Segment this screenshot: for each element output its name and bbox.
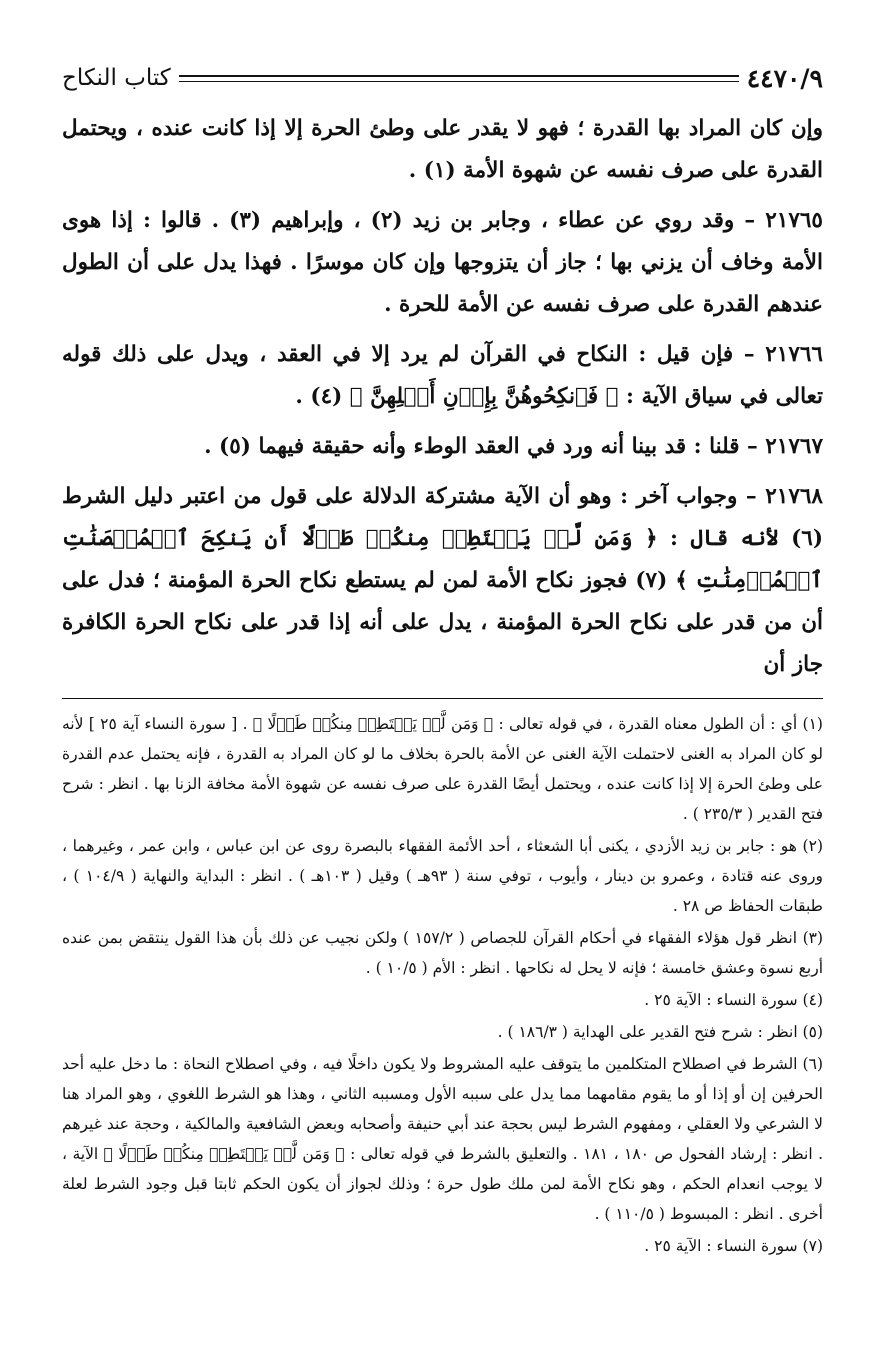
- paragraph: [62, 200, 823, 326]
- paragraph: [62, 476, 823, 686]
- page-number: ٤٤٧٠/٩: [746, 63, 823, 93]
- paragraph: [62, 426, 823, 468]
- footnotes: [62, 698, 823, 1261]
- paragraph-number: ٢١٧٦٦: [765, 342, 823, 367]
- footnote: (٢) هو : جابر بن زيد الأزدي ، يكنى أبا الشعثاء ، أحد الأئمة الفقهاء بالبصرة روى عن ابن عباس ، وابن عمر ، وغيرهما ، وروى عنه قتادة ، وعمرو بن دينار ، وأيوب ، توفي سنة ( ٩٣هـ ) وقيل ( ١٠٣هـ ) . انظر : البداية والنهاية ( ١٠٤/٩ ) ، طبقات الحفاظ ص ٢٨ .: [62, 837, 824, 915]
- footnote: (٤) سورة النساء : الآية ٢٥ .: [644, 991, 823, 1009]
- paragraph-text: – وجواب آخر : وهو أن الآية مشتركة الدلالة على قول من اعتبر دليل الشرط (٦) لأنه قال : ﴿ وَمَن لَّمۡ يَسۡتَطِعۡ مِنكُمۡ طَوۡلًا أَن يَنكِحَ ٱلۡمُحۡصَنَٰتِ ٱلۡمُؤۡمِنَٰتِ ﴾ (٧) فجوز نكاح الأمة لمن لم يستطع نكاح الحرة المؤمنة ؛ فدل على أن من قدر على نكاح الحرة المؤمنة ، يدل على أنه إذا قدر على نكاح الحرة الكافرة جاز أن: [62, 484, 824, 677]
- paragraph: [62, 334, 823, 418]
- footnote: (٥) انظر : شرح فتح القدير على الهداية ( ١٨٦/٣ ) .: [497, 1023, 823, 1041]
- header-rule: [179, 75, 739, 82]
- paragraph-text: – فإن قيل : النكاح في القرآن لم يرد إلا في العقد ، ويدل على ذلك قوله تعالى في سياق الآية : ﴿ فَٱنكِحُوهُنَّ بِإِذۡنِ أَهۡلِهِنَّ ﴾ (٤) .: [62, 342, 823, 409]
- paragraph-text: وإن كان المراد بها القدرة ؛ فهو لا يقدر على وطئ الحرة إلا إذا كانت عنده ، ويحتمل القدرة على صرف نفسه عن شهوة الأمة (١) .: [62, 116, 823, 183]
- paragraph-number: ٢١٧٦٨: [765, 484, 823, 509]
- page-header: [62, 58, 823, 98]
- footnote: (٧) سورة النساء : الآية ٢٥ .: [644, 1237, 823, 1255]
- paragraph-number: ٢١٧٦٥: [765, 208, 823, 233]
- footnote: (٣) انظر قول هؤلاء الفقهاء في أحكام القرآن للجصاص ( ١٥٧/٢ ) ولكن نجيب عن ذلك بأن هذا القول ينتقض بمن عنده أربع نسوة وعشق خامسة ؛ فإنه لا يحل له نكاحها . انظر : الأم ( ١٠/٥ ) .: [62, 929, 824, 977]
- main-text: [62, 108, 823, 686]
- footnote: (٦) الشرط في اصطلاح المتكلمين ما يتوقف عليه المشروط ولا يكون داخلًا فيه ، وفي اصطلاح النحاة : ما دخل عليه أحد الحرفين إن أو إذا أو ما يقوم مقامهما مما يدل على سببه الأول ومسببه الثاني ، وهذا هو الشرط اللغوي ، وهو المراد هنا لا الشرعي ولا العقلي ، ومفهوم الشرط ليس بحجة عند أبي حنيفة وأصحابه وبعض الشافعية والمالكية ، وحجة عند غيرهم . انظر : إرشاد الفحول ص ١٨٠ ، ١٨١ . والتعليق بالشرط في قوله تعالى : ﴿ وَمَن لَّمۡ يَسۡتَطِعۡ مِنكُمۡ طَوۡلًا ﴾ الآية ، لا يوجب انعدام الحكم ، وهو نكاح الأمة لمن ملك طول حرة ؛ وذلك لجواز أن يكون الحكم ثابتا قبل وجود الشرط لعلة أخرى . انظر : المبسوط ( ١١٠/٥ ) .: [62, 1055, 823, 1223]
- footnote: (١) أي : أن الطول معناه القدرة ، في قوله تعالى : ﴿ وَمَن لَّمۡ يَسۡتَطِعۡ مِنكُمۡ طَوۡلًا ﴾ . [ سورة النساء آية ٢٥ ] لأنه لو كان المراد به الغنى لاحتملت الآية الغنى عن الأمة بالحرة بخلاف ما لو كان المراد به القدرة ، فإنه يحتمل عدم القدرة على وطئ الحرة إلا إذا كانت عنده ، ويحتمل أيضًا القدرة على صرف نفسه عن شهوة الأمة مخافة الزنا بها . انظر : شرح فتح القدير ( ٢٣٥/٣ ) .: [62, 715, 823, 823]
- paragraph-text: – قلنا : قد بينا أنه ورد في العقد الوطء وأنه حقيقة فيهما (٥) .: [204, 434, 758, 459]
- book-title: كتاب النكاح: [62, 65, 171, 91]
- paragraph-number: ٢١٧٦٧: [765, 434, 823, 459]
- paragraph-text: – وقد روي عن عطاء ، وجابر بن زيد (٢) ، وإبراهيم (٣) . قالوا : إذا هوى الأمة وخاف أن يزني بها ؛ جاز أن يتزوجها وإن كان موسرًا . فهذا يدل على أن الطول عندهم القدرة على صرف نفسه عن الأمة للحرة .: [62, 208, 823, 317]
- paragraph: [62, 108, 823, 192]
